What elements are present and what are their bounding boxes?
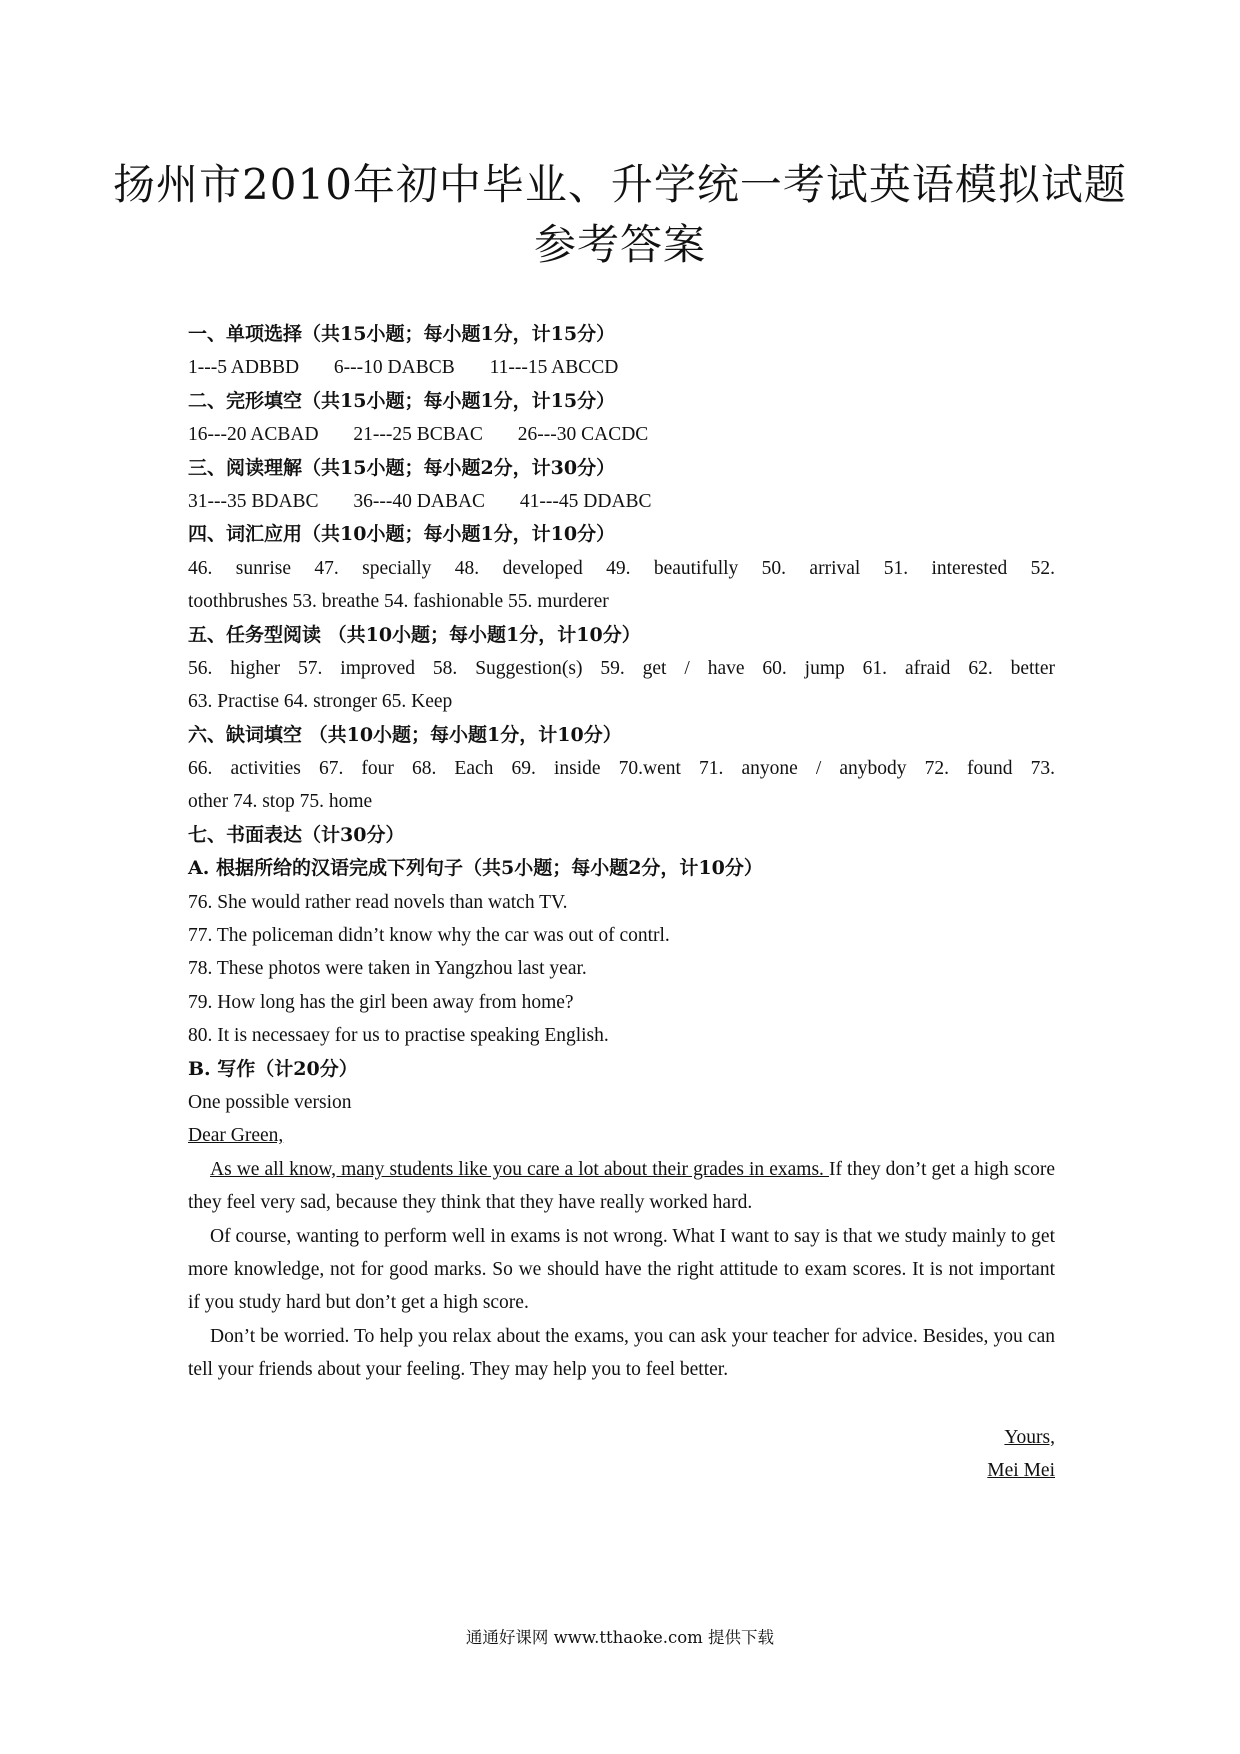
section7-partB-heading: B. 写作（计20分） — [188, 1057, 358, 1080]
section5-heading: 五、任务型阅读 （共10小题；每小题1分，计10分） — [188, 623, 641, 646]
section6-answers-line2: other 74. stop 75. home — [188, 791, 373, 813]
section4-answers-line1: 46. sunrise 47. specially 48. developed 49. beautifully 50. arrival 51. interested 52. — [188, 557, 1055, 579]
answer-group: 41---45 DDABC — [519, 490, 652, 512]
sentence-79: 79. How long has the girl been away from home? — [188, 991, 574, 1013]
document-title: 扬州市2010年初中毕业、升学统一考试英语模拟试题 — [113, 160, 1127, 209]
page-footer: 通通好课网 www.tthaoke.com 提供下载 — [465, 1628, 775, 1647]
section4-heading: 四、词汇应用（共10小题；每小题1分，计10分） — [188, 523, 616, 546]
answer-group: 26---30 CACDC — [517, 424, 649, 446]
sentence-76: 76. She would rather read novels than watch TV. — [188, 891, 568, 913]
answer-group: 16---20 ACBAD — [188, 424, 319, 446]
letter-signature — [188, 1454, 1055, 1487]
letter-salutation: Dear Green, — [188, 1125, 284, 1147]
answer-group: 31---35 BDABC — [188, 490, 319, 512]
letter-paragraph-1 — [188, 1153, 1055, 1220]
section2-heading: 二、完形填空（共15小题；每小题1分，计15分） — [188, 389, 616, 412]
letter-paragraph-1-underlined: As we all know, many students like you care a lot about their grades in exams. — [210, 1158, 829, 1180]
sentence-80: 80. It is necessaey for us to practise speaking English. — [188, 1025, 609, 1047]
section2-answers — [188, 418, 1055, 451]
section7-heading: 七、书面表达（计30分） — [188, 823, 405, 846]
section1-answers — [188, 351, 1055, 384]
answer-group: 11---15 ABCCD — [489, 357, 619, 379]
section6-heading: 六、缺词填空 （共10小题；每小题1分，计10分） — [188, 723, 622, 746]
title-block — [0, 155, 1240, 275]
sentence-77: 77. The policeman didn’t know why the car was out of contrl. — [188, 925, 670, 947]
section3-answers — [188, 485, 1055, 518]
section5-answers-line1: 56. higher 57. improved 58. Suggestion(s) 59. get / have 60. jump 61. afraid 62. better — [188, 657, 1055, 679]
section4-answers-line2: toothbrushes 53. breathe 54. fashionable 55. murderer — [188, 591, 609, 613]
letter-signature-text: Mei Mei — [987, 1460, 1055, 1482]
letter-paragraph-2: Of course, wanting to perform well in exams is not wrong. What I want to say is that we study mainly to get more knowledge, not for good marks. So we should have the right attitude to exam scores. It is not important if you study hard but don’t get a high score. — [188, 1225, 1055, 1314]
document-subtitle: 参考答案 — [533, 220, 706, 269]
letter-closing-text: Yours, — [1004, 1426, 1055, 1448]
section6-answers-line1: 66. activities 67. four 68. Each 69. inside 70.went 71. anyone / anybody 72. found 73. — [188, 758, 1055, 780]
section3-heading: 三、阅读理解（共15小题；每小题2分，计30分） — [188, 456, 616, 479]
answer-group: 21---25 BCBAC — [353, 424, 483, 446]
letter-paragraph-1-rest: If they don’t get a high score they feel very sad, because they think that they have really worked hard. — [188, 1158, 1055, 1214]
section7-partA-heading: A. 根据所给的汉语完成下列句子（共5小题；每小题2分，计10分） — [188, 857, 763, 880]
letter-closing — [188, 1421, 1055, 1454]
answer-group: 36---40 DABAC — [353, 490, 486, 512]
sentence-78: 78. These photos were taken in Yangzhou last year. — [188, 958, 587, 980]
section1-heading: 一、单项选择（共15小题；每小题1分，计15分） — [188, 323, 616, 345]
letter-paragraph-3: Don’t be worried. To help you relax about the exams, you can ask your teacher for advice. Besides, you can tell your friends about your feeling. They may help you to feel better. — [188, 1325, 1055, 1381]
answer-group: 6---10 DABCB — [333, 357, 455, 379]
section5-answers-line2: 63. Practise 64. stronger 65. Keep — [188, 691, 453, 713]
answer-content — [188, 318, 1055, 1487]
answer-group: 1---5 ADBBD — [188, 357, 300, 379]
sample-version-label: One possible version — [188, 1091, 352, 1113]
